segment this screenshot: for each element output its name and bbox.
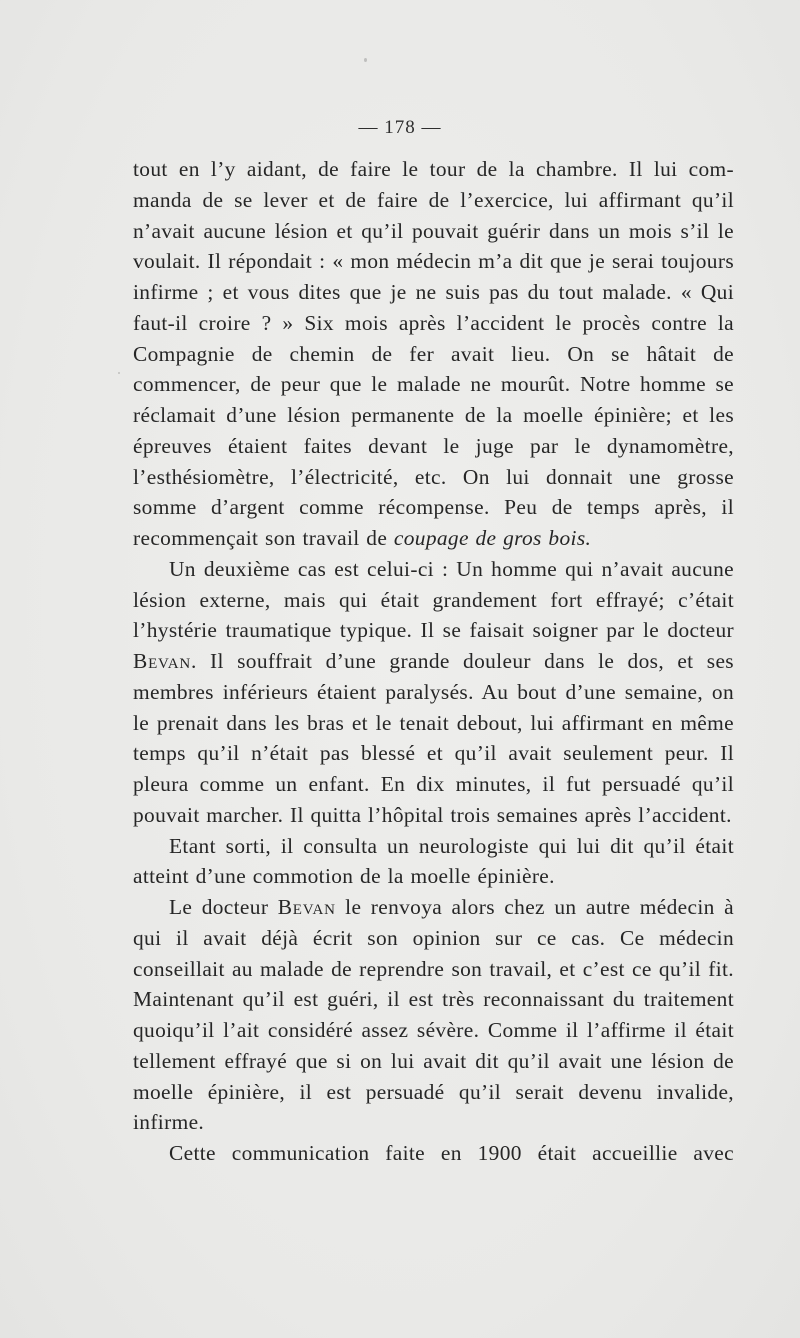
italic-phrase: coupage de gros bois.: [393, 526, 592, 550]
text-run: Etant sorti, il consulta un neurologiste qui lui dit qu’il était atteint d’une commotion de la moelle épinière.: [133, 833, 734, 889]
text-run: . Il souffrait d’une grande douleur dans le dos, et ses membres inférieurs étaient paralysés. Au bout d’une semaine, on le prenait dans les bras et le tenait debout, lui affirmant en même temps qu’il n’était pas blessé et qu’il avait seulement peur. Il pleura comme un enfant. En dix minutes, il fut persuadé qu’il pouvait marcher. Il quitta l’hôpital trois semaines après l’accident.: [133, 649, 734, 827]
text-run: Un deuxième cas est celui-ci : Un homme qui n’avait aucune lésion externe, mais qui était grandement fort effrayé; c’était l’hystérie traumatique typique. Il se faisait soigner par le docteur: [133, 556, 734, 643]
page-number: — 178 —: [358, 117, 442, 138]
paragraph: [133, 554, 734, 831]
author-name: Bevan: [133, 649, 191, 673]
paper-speck: [118, 372, 120, 374]
paragraph: [133, 1138, 734, 1169]
text-run: Cette communication faite en 1900 était accueillie avec: [169, 1141, 734, 1165]
paragraph: [133, 154, 734, 554]
text-run: tout en l’y aidant, de faire le tour de la chambre. Il lui com-mandа de se lever et de faire de l’exercice, lui affirmant qu’il n’avait aucune lésion et qu’il pouvait guérir dans un mois s’il le voulait. Il répondait : « mon médecin m’a dit que je serai toujours infirme ; et vous dites que je ne suis pas du tout malade. « Qui faut-il croire ? » Six mois après l’accident le procès contre la Compagnie de chemin de fer avait lieu. On se hâtait de commencer, de peur que le malade ne mourût. Notre homme se réclamait d’une lésion permanente de la moelle épinière; et les épreuves étaient faites devant le juge par le dynamomètre, l’esthésiomètre, l’électricité, etc. On lui donnait une grosse somme d’argent comme récompense. Peu de temps après, il recommençait son travail de: [133, 157, 734, 550]
text-run: le renvoya alors chez un autre médecin à qui il avait déjà écrit son opinion sur ce cas. Ce médecin conseillait au malade de reprendre son travail, et c’est ce qu’il fit. Maintenant qu’il est guéri, il est très reconnaissant du traitement quoiqu’il l’ait considéré assez sévère. Comme il l’affirme il était tellement effrayé que si on lui avait dit qu’il avait une lésion de moelle épinière, il est persuadé qu’il serait devenu invalide, infirme.: [133, 895, 734, 1135]
author-name: Bevan: [277, 895, 336, 919]
text-run: Le docteur: [169, 895, 278, 919]
paragraph: [133, 831, 734, 893]
paper-speck: [364, 58, 367, 62]
paragraph: [133, 892, 734, 1138]
body-text: [133, 154, 734, 1169]
